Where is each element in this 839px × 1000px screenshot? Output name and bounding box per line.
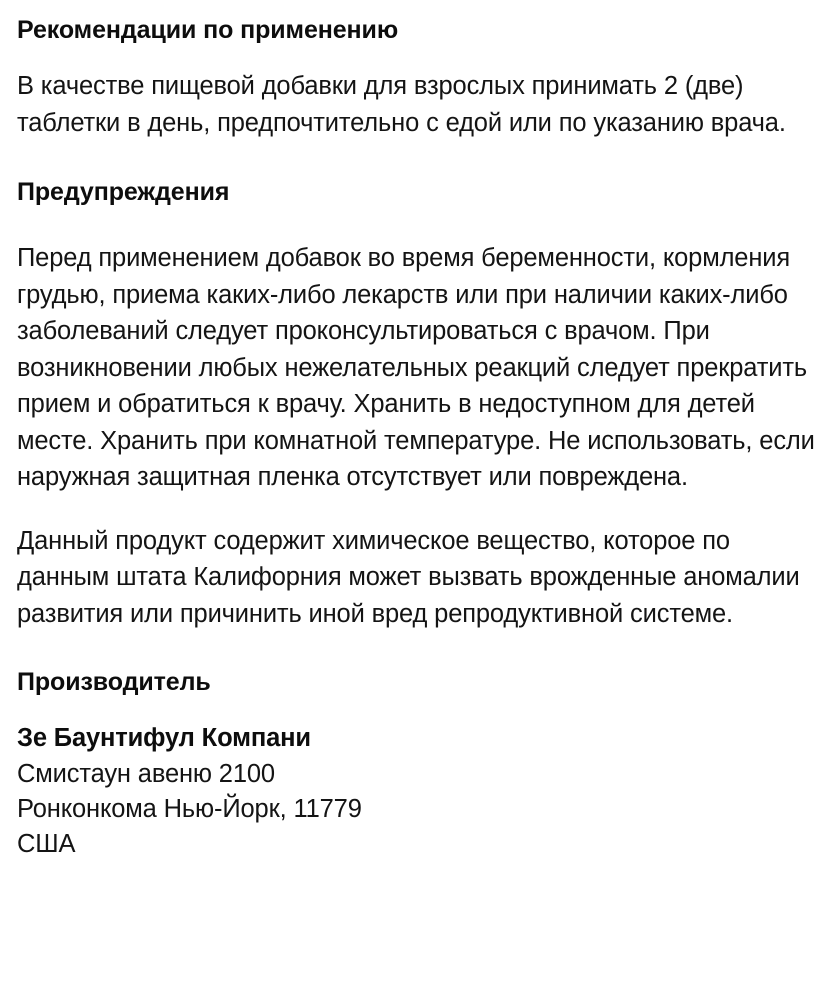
- manufacturer-address-country: США: [17, 830, 76, 858]
- spacer: [17, 632, 825, 666]
- manufacturer-address-city-state-zip: Ронконкома Нью-Йорк, 11779: [17, 795, 362, 823]
- warnings-paragraph-proposition-65: Данный продукт содержит химическое вещество, которое по данным штата Калифорния может вызвать врожденные аномалии развития или причинить иной вред репродуктивной системе.: [17, 526, 800, 628]
- manufacturer-address-block: [17, 720, 825, 862]
- manufacturer-company-name: Зе Баунтифул Компани: [17, 724, 311, 752]
- directions-heading: Рекомендации по применению: [17, 16, 399, 44]
- spacer: [17, 698, 825, 720]
- spacer: [17, 141, 825, 176]
- spacer: [17, 496, 825, 523]
- warnings-paragraph-general: Перед применением добавок во время беременности, кормления грудью, приема каких-либо лекарств или при наличии каких-либо заболеваний следует проконсультироваться с врачом. При возникновении любых нежелательных реакций следует прекратить прием и обратиться к врачу. Хранить в недоступном для детей месте. Хранить при комнатной температуре. Не использовать, если наружная защитная пленка отсутствует или повреждена.: [17, 244, 815, 491]
- warnings-heading: Предупреждения: [17, 178, 230, 206]
- manufacturer-heading: Производитель: [17, 668, 211, 696]
- spacer: [17, 46, 825, 68]
- directions-paragraph: В качестве пищевой добавки для взрослых принимать 2 (две) таблетки в день, предпочтительно с едой или по указанию врача.: [17, 72, 786, 137]
- spacer: [17, 208, 825, 240]
- manufacturer-address-street: Смистаун авеню 2100: [17, 760, 275, 788]
